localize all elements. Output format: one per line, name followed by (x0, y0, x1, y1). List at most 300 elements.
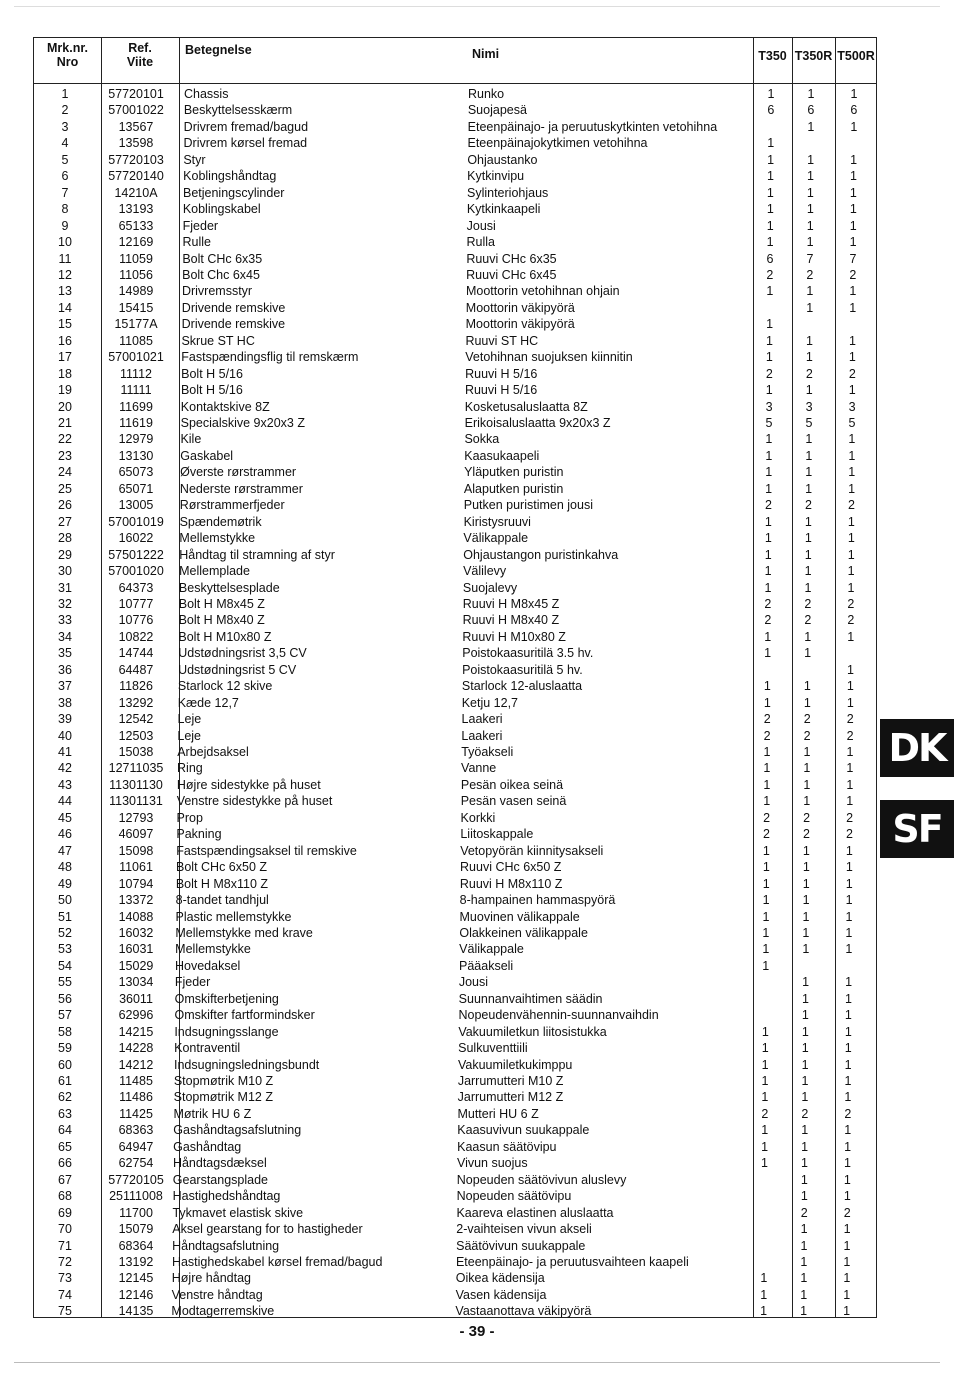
finnish-name: Vasen kädensija (455, 1287, 547, 1302)
item-number: 29 (58, 547, 72, 562)
table-row (34, 892, 876, 908)
qty-t350: 1 (764, 564, 772, 579)
finnish-name: Nopeudenvähennin-suunnanvaihdin (458, 1008, 659, 1023)
danish-name: Mellemstykke (179, 531, 256, 546)
qty-t350: 1 (761, 1139, 769, 1154)
reference-number: 57720101 (108, 87, 164, 101)
item-number: 48 (58, 860, 72, 875)
item-number: 59 (58, 1041, 72, 1056)
qty-t350: 1 (761, 1074, 769, 1088)
item-number: 64 (58, 1123, 72, 1138)
danish-name: Fjeder (182, 218, 219, 233)
qty-t350r: 1 (805, 432, 813, 447)
item-number: 60 (58, 1057, 72, 1072)
qty-t350r: 1 (806, 284, 814, 299)
reference-number: 11425 (119, 1106, 153, 1121)
danish-name: Højre sidestykke på huset (176, 777, 321, 792)
finnish-name: Putken puristimen jousi (463, 498, 593, 513)
finnish-name: Vastaanottava väkipyörä (455, 1304, 592, 1319)
item-number: 11 (58, 251, 72, 266)
qty-t350r: 1 (801, 1074, 809, 1088)
qty-t500r: 1 (843, 1238, 851, 1253)
top-rule (14, 6, 940, 7)
reference-number: 57001021 (108, 350, 164, 365)
qty-t350r: 1 (805, 350, 813, 365)
qty-t350r: 1 (800, 1271, 808, 1286)
danish-name: Stopmøtrik M12 Z (173, 1090, 273, 1105)
danish-name: Fjeder (174, 975, 211, 990)
item-number: 62 (58, 1090, 72, 1105)
qty-t350r: 1 (801, 1024, 809, 1039)
qty-t500r: 1 (847, 564, 855, 579)
danish-name: Pakning (176, 827, 222, 842)
table-row (34, 843, 876, 859)
qty-t350r: 1 (805, 465, 813, 480)
reference-number: 57720103 (108, 152, 164, 167)
finnish-name: Laakeri (461, 728, 503, 743)
qty-t500r: 1 (844, 1090, 852, 1105)
qty-t350: 1 (765, 350, 773, 365)
danish-name: Nederste rørstrammer (179, 481, 303, 496)
item-number: 39 (58, 712, 72, 727)
qty-t350r: 1 (801, 1123, 809, 1138)
item-number: 53 (58, 942, 72, 957)
finnish-name: Ruuvi H 5/16 (464, 383, 538, 398)
qty-t500r: 1 (850, 169, 857, 184)
table-row (34, 1057, 876, 1073)
table-row (34, 596, 876, 612)
qty-t350r: 2 (803, 728, 811, 743)
qty-t350r: 1 (805, 383, 813, 398)
qty-t500r: 1 (848, 383, 856, 398)
finnish-name: Kaasun säätövipu (457, 1139, 557, 1154)
qty-t500r: 1 (846, 695, 854, 710)
finnish-name: Ohjaustanko (467, 152, 538, 167)
qty-t350r: 1 (806, 300, 814, 315)
reference-number: 57720140 (108, 169, 164, 184)
reference-number: 12145 (118, 1271, 154, 1286)
qty-t350: 1 (763, 761, 771, 776)
finnish-name: Rulla (466, 235, 495, 250)
qty-t350: 1 (767, 136, 775, 151)
qty-t350: 1 (767, 152, 775, 167)
danish-name: Mellemstykke med krave (175, 925, 313, 940)
qty-t350: 1 (765, 481, 773, 496)
finnish-name: Ruuvi H M10x80 Z (462, 629, 566, 644)
danish-name: Bolt H M8x45 Z (178, 596, 265, 611)
table-row (34, 909, 876, 925)
finnish-name: Nopeuden säätövivun aluslevy (456, 1172, 627, 1187)
danish-name: Hovedaksel (175, 958, 241, 973)
reference-number: 11826 (119, 679, 153, 694)
qty-t500r: 2 (848, 498, 855, 513)
reference-number: 13130 (118, 448, 154, 463)
table-row (34, 1270, 876, 1286)
finnish-name: Sylinteriohjaus (466, 185, 549, 200)
item-number: 7 (61, 185, 69, 200)
danish-name: Venstre sidestykke på huset (176, 794, 333, 809)
qty-t350r: 1 (806, 202, 814, 217)
qty-t500r: 1 (849, 333, 856, 348)
qty-t500r: 1 (844, 1123, 852, 1138)
table-row (34, 991, 876, 1007)
qty-t500r: 1 (848, 481, 856, 496)
danish-name: Koblingskabel (182, 202, 261, 217)
qty-t500r: 1 (844, 1139, 852, 1154)
qty-t350: 1 (761, 1057, 769, 1072)
table-row (34, 283, 876, 299)
qty-t500r: 1 (849, 235, 857, 250)
finnish-name: Ruuvi CHc 6x35 (466, 251, 557, 266)
page-number: - 39 - (459, 1323, 495, 1340)
table-row (34, 300, 876, 316)
reference-number: 57001022 (108, 103, 164, 118)
qty-t350r: 1 (804, 564, 812, 579)
danish-name: Leje (177, 728, 202, 743)
qty-t350r: 2 (805, 498, 812, 513)
danish-name: Gashåndtagsafslutning (173, 1123, 302, 1138)
qty-t500r: 2 (846, 810, 854, 825)
reference-number: 15098 (118, 843, 154, 858)
table-row (34, 662, 876, 678)
qty-t500r: 1 (847, 580, 855, 595)
finnish-name: 8-hampainen hammaspyörä (459, 893, 616, 908)
danish-name: Indsugningsslange (174, 1024, 279, 1039)
finnish-name: Moottorin väkipyörä (465, 317, 575, 332)
qty-t350r: 1 (803, 794, 811, 809)
qty-t350: 2 (764, 613, 772, 628)
table-row (34, 119, 876, 135)
qty-t350: 1 (765, 432, 773, 447)
danish-name: Bolt H M8x40 Z (178, 613, 265, 628)
qty-t500r: 1 (845, 909, 853, 924)
reference-number: 62996 (118, 1008, 154, 1023)
reference-number: 13005 (118, 498, 154, 513)
item-number: 68 (58, 1189, 72, 1204)
item-number: 17 (58, 350, 72, 365)
qty-t500r: 1 (850, 119, 858, 134)
item-number: 36 (58, 662, 72, 677)
reference-number: 11111 (120, 383, 152, 398)
item-number: 49 (58, 876, 72, 891)
danish-name: Drivremsstyr (181, 284, 253, 299)
finnish-name: Poistokaasuritilä 5 hv. (462, 662, 583, 677)
danish-name: Gaskabel (180, 448, 234, 463)
reference-number: 11699 (119, 399, 153, 414)
qty-t350: 1 (766, 185, 774, 200)
reference-number: 65073 (118, 465, 154, 480)
finnish-name: Välilevy (463, 564, 507, 579)
qty-t500r: 1 (850, 87, 858, 101)
qty-t500r: 1 (844, 1057, 852, 1072)
table-row (34, 185, 876, 201)
qty-t500r: 1 (849, 185, 857, 200)
item-number: 54 (58, 958, 72, 973)
table-row (34, 251, 876, 267)
qty-t350r: 7 (806, 251, 814, 266)
finnish-name: Ruuvi H M8x40 Z (462, 613, 560, 628)
danish-name: Drivende remskive (181, 300, 286, 315)
qty-t500r: 1 (845, 860, 853, 875)
qty-t350: 1 (765, 448, 773, 463)
reference-number: 14744 (118, 646, 154, 661)
danish-name: Modtagerremskive (171, 1304, 275, 1319)
reference-number: 68364 (118, 1238, 154, 1253)
qty-t350r: 1 (805, 448, 813, 463)
qty-t350: 1 (764, 580, 772, 595)
item-number: 18 (58, 366, 72, 381)
reference-number: 11485 (119, 1074, 153, 1088)
qty-t350r: 2 (803, 827, 810, 842)
qty-t350: 1 (766, 235, 774, 250)
finnish-name: Moottorin vetohihnan ohjain (465, 284, 620, 299)
table-row (34, 399, 876, 415)
danish-name: Plastic mellemstykke (175, 909, 292, 924)
danish-name: Højre håndtag (171, 1271, 251, 1286)
item-number: 10 (58, 235, 72, 250)
finnish-name: Erikoisaluslaatta 9x20x3 Z (464, 416, 611, 430)
danish-name: Hastighedshåndtag (172, 1189, 281, 1204)
finnish-name: Kosketusaluslaatta 8Z (464, 399, 588, 414)
qty-t350r: 2 (800, 1205, 808, 1220)
item-number: 33 (58, 613, 72, 628)
language-tab-dk[interactable]: DK (880, 719, 954, 777)
qty-t350: 1 (767, 169, 774, 184)
qty-t350: 1 (760, 1271, 768, 1286)
qty-t350: 5 (765, 416, 773, 430)
danish-name: Venstre håndtag (171, 1287, 263, 1302)
finnish-name: Vivun suojus (456, 1156, 528, 1171)
item-number: 4 (61, 136, 69, 151)
qty-t350: 2 (766, 267, 774, 282)
header-dk: Betegnelse (185, 43, 252, 57)
reference-number: 36011 (119, 991, 153, 1006)
reference-number: 15038 (118, 745, 154, 759)
reference-number: 11112 (120, 366, 152, 381)
qty-t350: 2 (761, 1106, 769, 1121)
qty-t350: 1 (767, 87, 775, 101)
danish-name: Kile (180, 432, 202, 447)
qty-t500r: 1 (845, 893, 853, 908)
reference-number: 11085 (119, 333, 153, 348)
item-number: 51 (58, 909, 72, 924)
table-row (34, 168, 876, 184)
qty-t500r: 1 (849, 300, 857, 315)
finnish-name: Eteenpäinajokytkimen vetohihna (467, 136, 648, 151)
qty-t500r: 1 (847, 547, 855, 562)
finnish-name: Työakseli (461, 745, 514, 759)
finnish-name: Suojalevy (462, 580, 518, 595)
danish-name: Stopmøtrik M10 Z (173, 1074, 274, 1088)
finnish-name: Vetopyörän kiinnitysakseli (460, 843, 604, 858)
finnish-name: Säätövivun suukappale (456, 1238, 586, 1253)
item-number: 21 (58, 416, 72, 430)
item-number: 72 (58, 1254, 72, 1269)
qty-t500r: 1 (844, 1024, 852, 1039)
qty-t500r: 2 (848, 366, 856, 381)
danish-name: Håndtag til stramning af styr (179, 547, 335, 562)
finnish-name: Välikappale (459, 942, 524, 957)
qty-t350r: 1 (802, 975, 810, 990)
qty-t350r: 2 (804, 613, 812, 628)
item-number: 43 (58, 777, 72, 792)
qty-t350r: 1 (803, 745, 811, 759)
table-row (34, 530, 876, 546)
qty-t500r: 1 (846, 679, 854, 694)
danish-name: Spændemøtrik (179, 514, 262, 529)
table-row (34, 925, 876, 941)
danish-name: Drivrem kørsel fremad (183, 136, 308, 151)
header-t350: T350 (758, 49, 787, 63)
qty-t500r: 1 (846, 745, 854, 759)
qty-t350r: 1 (807, 169, 814, 184)
danish-name: Udstødningsrist 3,5 CV (178, 646, 307, 661)
reference-number: 11619 (119, 416, 153, 430)
qty-t500r: 1 (847, 629, 855, 644)
item-number: 38 (58, 695, 72, 710)
item-number: 52 (58, 925, 72, 940)
reference-number: 11061 (119, 860, 153, 875)
qty-t500r: 2 (849, 267, 857, 282)
finnish-name: Jousi (466, 218, 496, 233)
qty-t350: 1 (760, 1304, 768, 1319)
qty-t500r: 1 (846, 761, 854, 776)
danish-name: Skrue ST HC (181, 333, 255, 348)
reference-number: 12503 (118, 728, 154, 743)
qty-t350: 2 (763, 728, 771, 743)
bottom-rule (14, 1362, 940, 1363)
table-row (34, 629, 876, 645)
qty-t350: 1 (762, 843, 770, 858)
item-number: 6 (61, 169, 69, 184)
table-row (34, 135, 876, 151)
item-number: 1 (61, 87, 69, 101)
language-tab-sf[interactable]: SF (880, 800, 954, 858)
danish-name: Drivende remskive (181, 317, 286, 332)
danish-name: Kæde 12,7 (177, 695, 239, 710)
qty-t350: 1 (761, 1156, 768, 1171)
table-row (34, 201, 876, 217)
item-number: 31 (58, 580, 72, 595)
danish-name: Kontaktskive 8Z (180, 399, 270, 414)
table-row (34, 678, 876, 694)
qty-t500r: 1 (847, 514, 855, 529)
reference-number: 13292 (118, 695, 154, 710)
reference-number: 14212 (118, 1057, 154, 1072)
table-row (34, 349, 876, 365)
item-number: 5 (61, 152, 69, 167)
qty-t350r: 1 (802, 991, 809, 1006)
table-row (34, 744, 876, 760)
danish-name: Mellemstykke (175, 942, 251, 957)
table-row (34, 431, 876, 447)
qty-t350r: 1 (801, 1139, 809, 1154)
qty-t350: 1 (762, 942, 770, 957)
reference-number: 11059 (119, 251, 153, 266)
finnish-name: Kiristysruuvi (463, 514, 531, 529)
item-number: 73 (58, 1271, 72, 1286)
qty-t350: 1 (766, 317, 774, 332)
qty-t500r: 1 (845, 942, 853, 957)
reference-number: 13567 (118, 119, 154, 134)
finnish-name: Ketju 12,7 (461, 695, 519, 710)
danish-name: Gearstangsplade (172, 1172, 268, 1187)
table-row (34, 859, 876, 875)
qty-t350r: 1 (803, 761, 811, 776)
finnish-name: Muovinen välikappale (459, 909, 580, 924)
reference-number: 12979 (118, 432, 154, 447)
table-row (34, 382, 876, 398)
qty-t350r: 1 (806, 185, 814, 200)
qty-t500r: 2 (847, 596, 855, 611)
qty-t350r: 1 (800, 1172, 808, 1187)
reference-number: 16032 (118, 925, 154, 940)
finnish-name: Eteenpäinajo- ja peruutuskytkinten vetohihna (467, 119, 718, 134)
item-number: 12 (58, 267, 72, 282)
item-number: 55 (58, 975, 72, 990)
qty-t350: 1 (766, 333, 773, 348)
table-row (34, 1024, 876, 1040)
qty-t500r: 1 (849, 202, 857, 217)
table-row (34, 218, 876, 234)
table-row (34, 941, 876, 957)
qty-t500r: 2 (847, 613, 855, 628)
qty-t500r: 1 (845, 975, 853, 990)
danish-name: Starlock 12 skive (177, 679, 273, 694)
qty-t350: 1 (762, 958, 770, 973)
table-row (34, 728, 876, 744)
item-number: 20 (58, 399, 72, 414)
qty-t350: 1 (761, 1024, 769, 1039)
item-number: 40 (58, 728, 72, 743)
finnish-name: Laakeri (461, 712, 503, 727)
qty-t350r: 1 (804, 646, 812, 661)
danish-name: Bolt H 5/16 (180, 383, 243, 398)
table-row (34, 1106, 876, 1122)
item-number: 28 (58, 531, 72, 546)
finnish-name: Kaareva elastinen aluslaatta (456, 1205, 614, 1220)
qty-t500r: 1 (845, 991, 852, 1006)
finnish-name: Kytkinkaapeli (466, 202, 541, 217)
item-number: 46 (58, 827, 72, 842)
reference-number: 57001020 (108, 564, 164, 579)
table-row (34, 267, 876, 283)
table-row (34, 695, 876, 711)
reference-number: 12542 (118, 712, 154, 727)
qty-t350r: 1 (801, 1041, 809, 1056)
item-number: 50 (58, 893, 72, 908)
qty-t500r: 1 (848, 432, 856, 447)
danish-name: Omskifterbetjening (174, 991, 279, 1006)
finnish-name: Jousi (458, 975, 489, 990)
qty-t500r: 1 (843, 1172, 851, 1187)
qty-t500r: 7 (849, 251, 857, 266)
reference-number: 12793 (118, 810, 154, 825)
header-ref: Ref. Viite (126, 41, 154, 69)
qty-t500r: 1 (849, 284, 857, 299)
table-row (34, 481, 876, 497)
danish-name: Styr (183, 152, 206, 167)
qty-t350: 1 (763, 745, 771, 759)
table-row (34, 366, 876, 382)
finnish-name: Sulkuventtiili (458, 1041, 528, 1056)
qty-t350r: 1 (800, 1304, 808, 1319)
item-number: 15 (58, 317, 72, 332)
reference-number: 25111008 (109, 1189, 163, 1204)
finnish-name: Vakuumiletkukimppu (457, 1057, 573, 1072)
qty-t500r: 1 (843, 1271, 851, 1286)
reference-number: 13598 (118, 136, 154, 151)
